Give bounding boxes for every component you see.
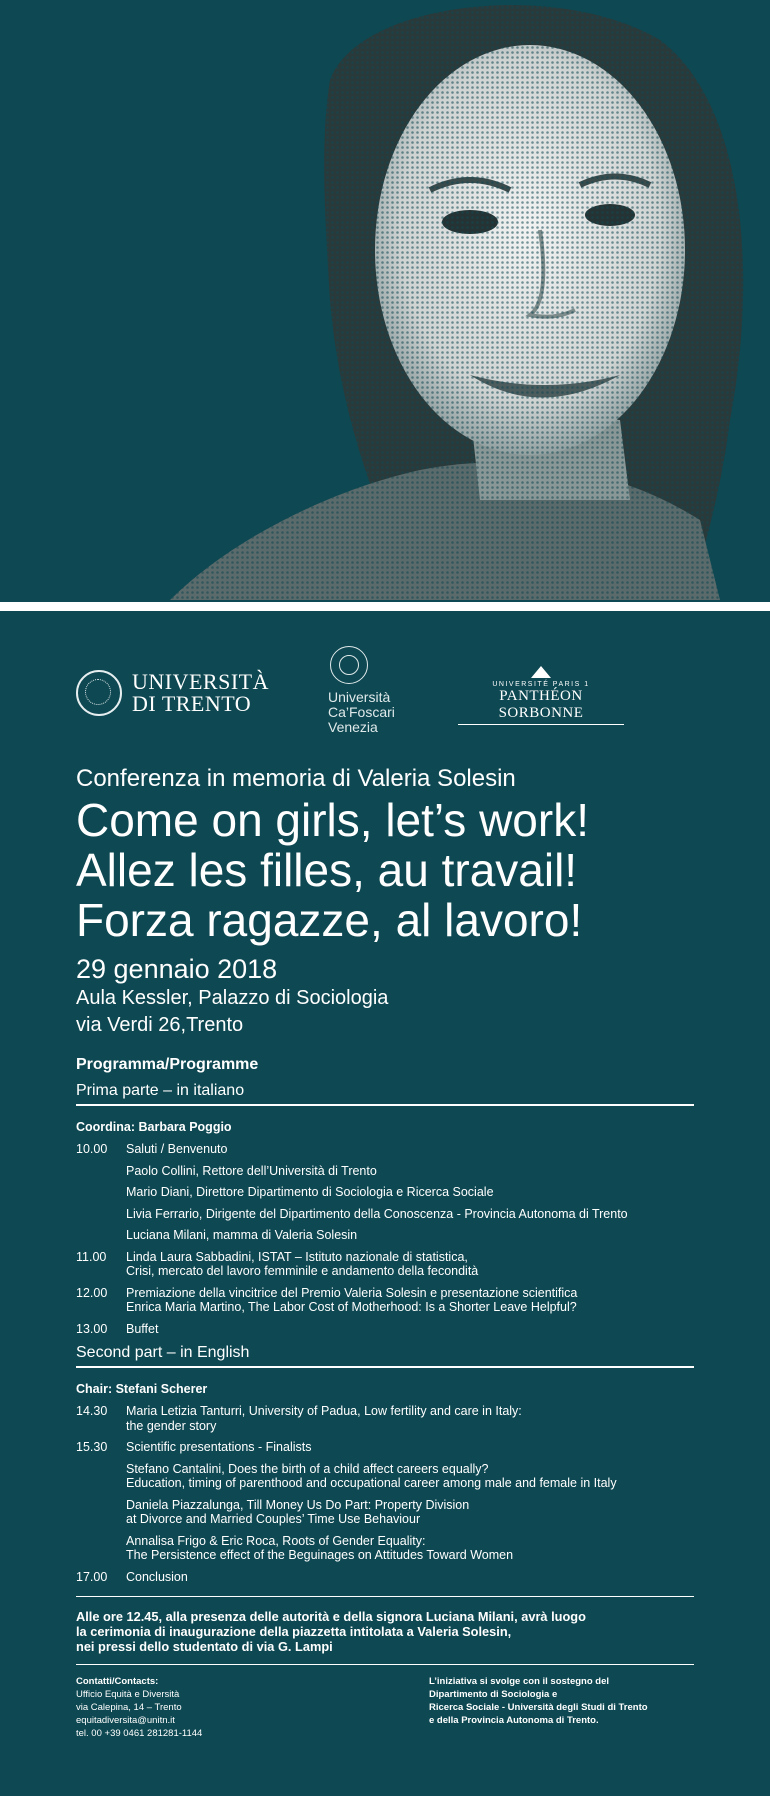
- schedule-text: Luciana Milani, mamma di Valeria Solesin: [126, 1228, 358, 1242]
- pantheon-dome-icon: [531, 666, 551, 678]
- schedule-row: [76, 1142, 694, 1157]
- schedule-time: 13.00: [76, 1321, 108, 1336]
- support-text: L’iniziativa si svolge con il sostegno del Dipartimento di Sociologia e Ricerca Sociale - Università degli Studi di Trento e della Provincia Autonoma di Trento.: [429, 1676, 648, 1726]
- part1-chair: Coordina: Barbara Poggio: [76, 1120, 232, 1134]
- schedule-text: Buffet: [126, 1321, 159, 1336]
- schedule-row: [76, 1462, 694, 1491]
- schedule-text: Linda Laura Sabbadini, ISTAT – Istituto nazionale di statistica, Crisi, mercato del lavoro femminile e andamento della fecondità: [126, 1249, 479, 1278]
- contacts-block: [76, 1675, 202, 1740]
- schedule-time: 12.00: [76, 1285, 108, 1300]
- logo-cafoscari: [328, 646, 395, 735]
- divider-band: [0, 602, 770, 611]
- conference-subtitle: Conferenza in memoria di Valeria Solesin: [76, 765, 516, 792]
- schedule-text: Paolo Collini, Rettore dell’Università di Trento: [126, 1163, 377, 1178]
- schedule-text: Conclusion: [126, 1569, 188, 1584]
- schedule-text: Mario Diani, Direttore Dipartimento di Sociologia e Ricerca Sociale: [126, 1185, 494, 1199]
- sorbonne-line1: UNIVERSITÉ PARIS 1: [492, 681, 590, 688]
- schedule-time: 15.30: [76, 1440, 108, 1454]
- schedule-time: [76, 1534, 126, 1563]
- cafoscari-line1: Università: [328, 689, 391, 705]
- schedule-row: [76, 1322, 694, 1337]
- schedule-row: [76, 1286, 694, 1315]
- contacts-heading: Contatti/Contacts:: [76, 1676, 159, 1687]
- schedule-text: Scientific presentations - Finalists: [126, 1440, 312, 1454]
- trento-line2: DI TRENTO: [132, 691, 252, 716]
- schedule-text: Saluti / Benvenuto: [126, 1142, 228, 1156]
- venue-line2: via Verdi 26,Trento: [76, 1014, 244, 1036]
- portrait-photo: [0, 0, 770, 600]
- schedule-row: [76, 1440, 694, 1455]
- schedule-row: [76, 1185, 694, 1200]
- footer: [76, 1675, 694, 1740]
- schedule-time: [76, 1498, 126, 1527]
- schedule-row: [76, 1207, 694, 1222]
- part2-heading: Second part – in English: [76, 1343, 694, 1368]
- trento-seal-icon: [76, 670, 122, 716]
- schedule-row: [76, 1498, 694, 1527]
- part1-schedule: [76, 1142, 694, 1336]
- venue-line1: Aula Kessler, Palazzo di Sociologia: [76, 987, 389, 1009]
- part2-schedule: [76, 1404, 694, 1584]
- inauguration-note: Alle ore 12.45, alla presenza delle autorità e della signora Luciana Milani, avrà luogo la cerimonia di inaugurazione della piazzetta intitolata a Valeria Solesin, nei pressi dello studentato di via G. Lampi: [76, 1597, 694, 1665]
- conference-title: [76, 795, 694, 945]
- schedule-row: [76, 1570, 694, 1585]
- schedule-time: [76, 1228, 126, 1243]
- part2-chair: Chair: Stefani Scherer: [76, 1382, 208, 1396]
- title-line: Forza ragazze, al lavoro!: [76, 894, 583, 946]
- part1-heading: Prima parte – in italiano: [76, 1081, 694, 1106]
- schedule-row: [76, 1534, 694, 1563]
- trento-line1: UNIVERSITÀ: [132, 669, 269, 694]
- schedule-time: [76, 1207, 126, 1222]
- event-date: 29 gennaio 2018: [76, 954, 278, 984]
- cafoscari-line2: Ca’Foscari: [328, 704, 395, 720]
- schedule-row: [76, 1164, 694, 1179]
- cafoscari-line3: Venezia: [328, 719, 378, 735]
- logos-row: [76, 640, 696, 750]
- portrait-illustration: [0, 0, 770, 600]
- schedule-time: 10.00: [76, 1142, 108, 1156]
- schedule-row: [76, 1404, 694, 1433]
- cafoscari-seal-icon: [330, 646, 368, 684]
- schedule-time: [76, 1462, 126, 1491]
- title-line: Allez les filles, au travail!: [76, 844, 578, 896]
- logo-universita-trento: [76, 670, 269, 716]
- schedule-time: [76, 1164, 126, 1179]
- schedule-time: 11.00: [76, 1249, 107, 1264]
- schedule-row: [76, 1250, 694, 1279]
- schedule-text: Annalisa Frigo & Eric Roca, Roots of Gender Equality: The Persistence effect of the Beguinages on Attitudes Toward Women: [126, 1533, 514, 1562]
- main-content: [76, 765, 694, 1740]
- schedule-time: 17.00: [76, 1569, 108, 1584]
- schedule-text: Livia Ferrario, Dirigente del Dipartimento della Conoscenza - Provincia Autonoma di Trento: [126, 1206, 628, 1221]
- contacts-body: Ufficio Equità e Diversità via Calepina, 14 – Trento equitadiversita@unitn.it tel. 00 +39 0461 281281-1144: [76, 1689, 203, 1739]
- support-block: [429, 1675, 694, 1740]
- title-line: Come on girls, let’s work!: [76, 794, 589, 846]
- schedule-time: [76, 1185, 126, 1200]
- schedule-text: Daniela Piazzalunga, Till Money Us Do Part: Property Division at Divorce and Married Couples’ Time Use Behaviour: [126, 1497, 470, 1526]
- programme-heading: Programma/Programme: [76, 1056, 259, 1073]
- schedule-text: Maria Letizia Tanturri, University of Padua, Low fertility and care in Italy: the gender story: [126, 1404, 522, 1433]
- sorbonne-line2: PANTHÉON SORBONNE: [458, 688, 624, 725]
- schedule-row: [76, 1228, 694, 1243]
- schedule-text: Stefano Cantalini, Does the birth of a child affect careers equally? Education, timing of parenthood and occupational career among male and female in Italy: [126, 1461, 617, 1490]
- schedule-text: Premiazione della vincitrice del Premio Valeria Solesin e presentazione scientifica Enrica Maria Martino, The Labor Cost of Motherhood: Is a Shorter Leave Helpful?: [126, 1285, 578, 1314]
- schedule-time: 14.30: [76, 1404, 108, 1418]
- logo-sorbonne: [458, 666, 624, 725]
